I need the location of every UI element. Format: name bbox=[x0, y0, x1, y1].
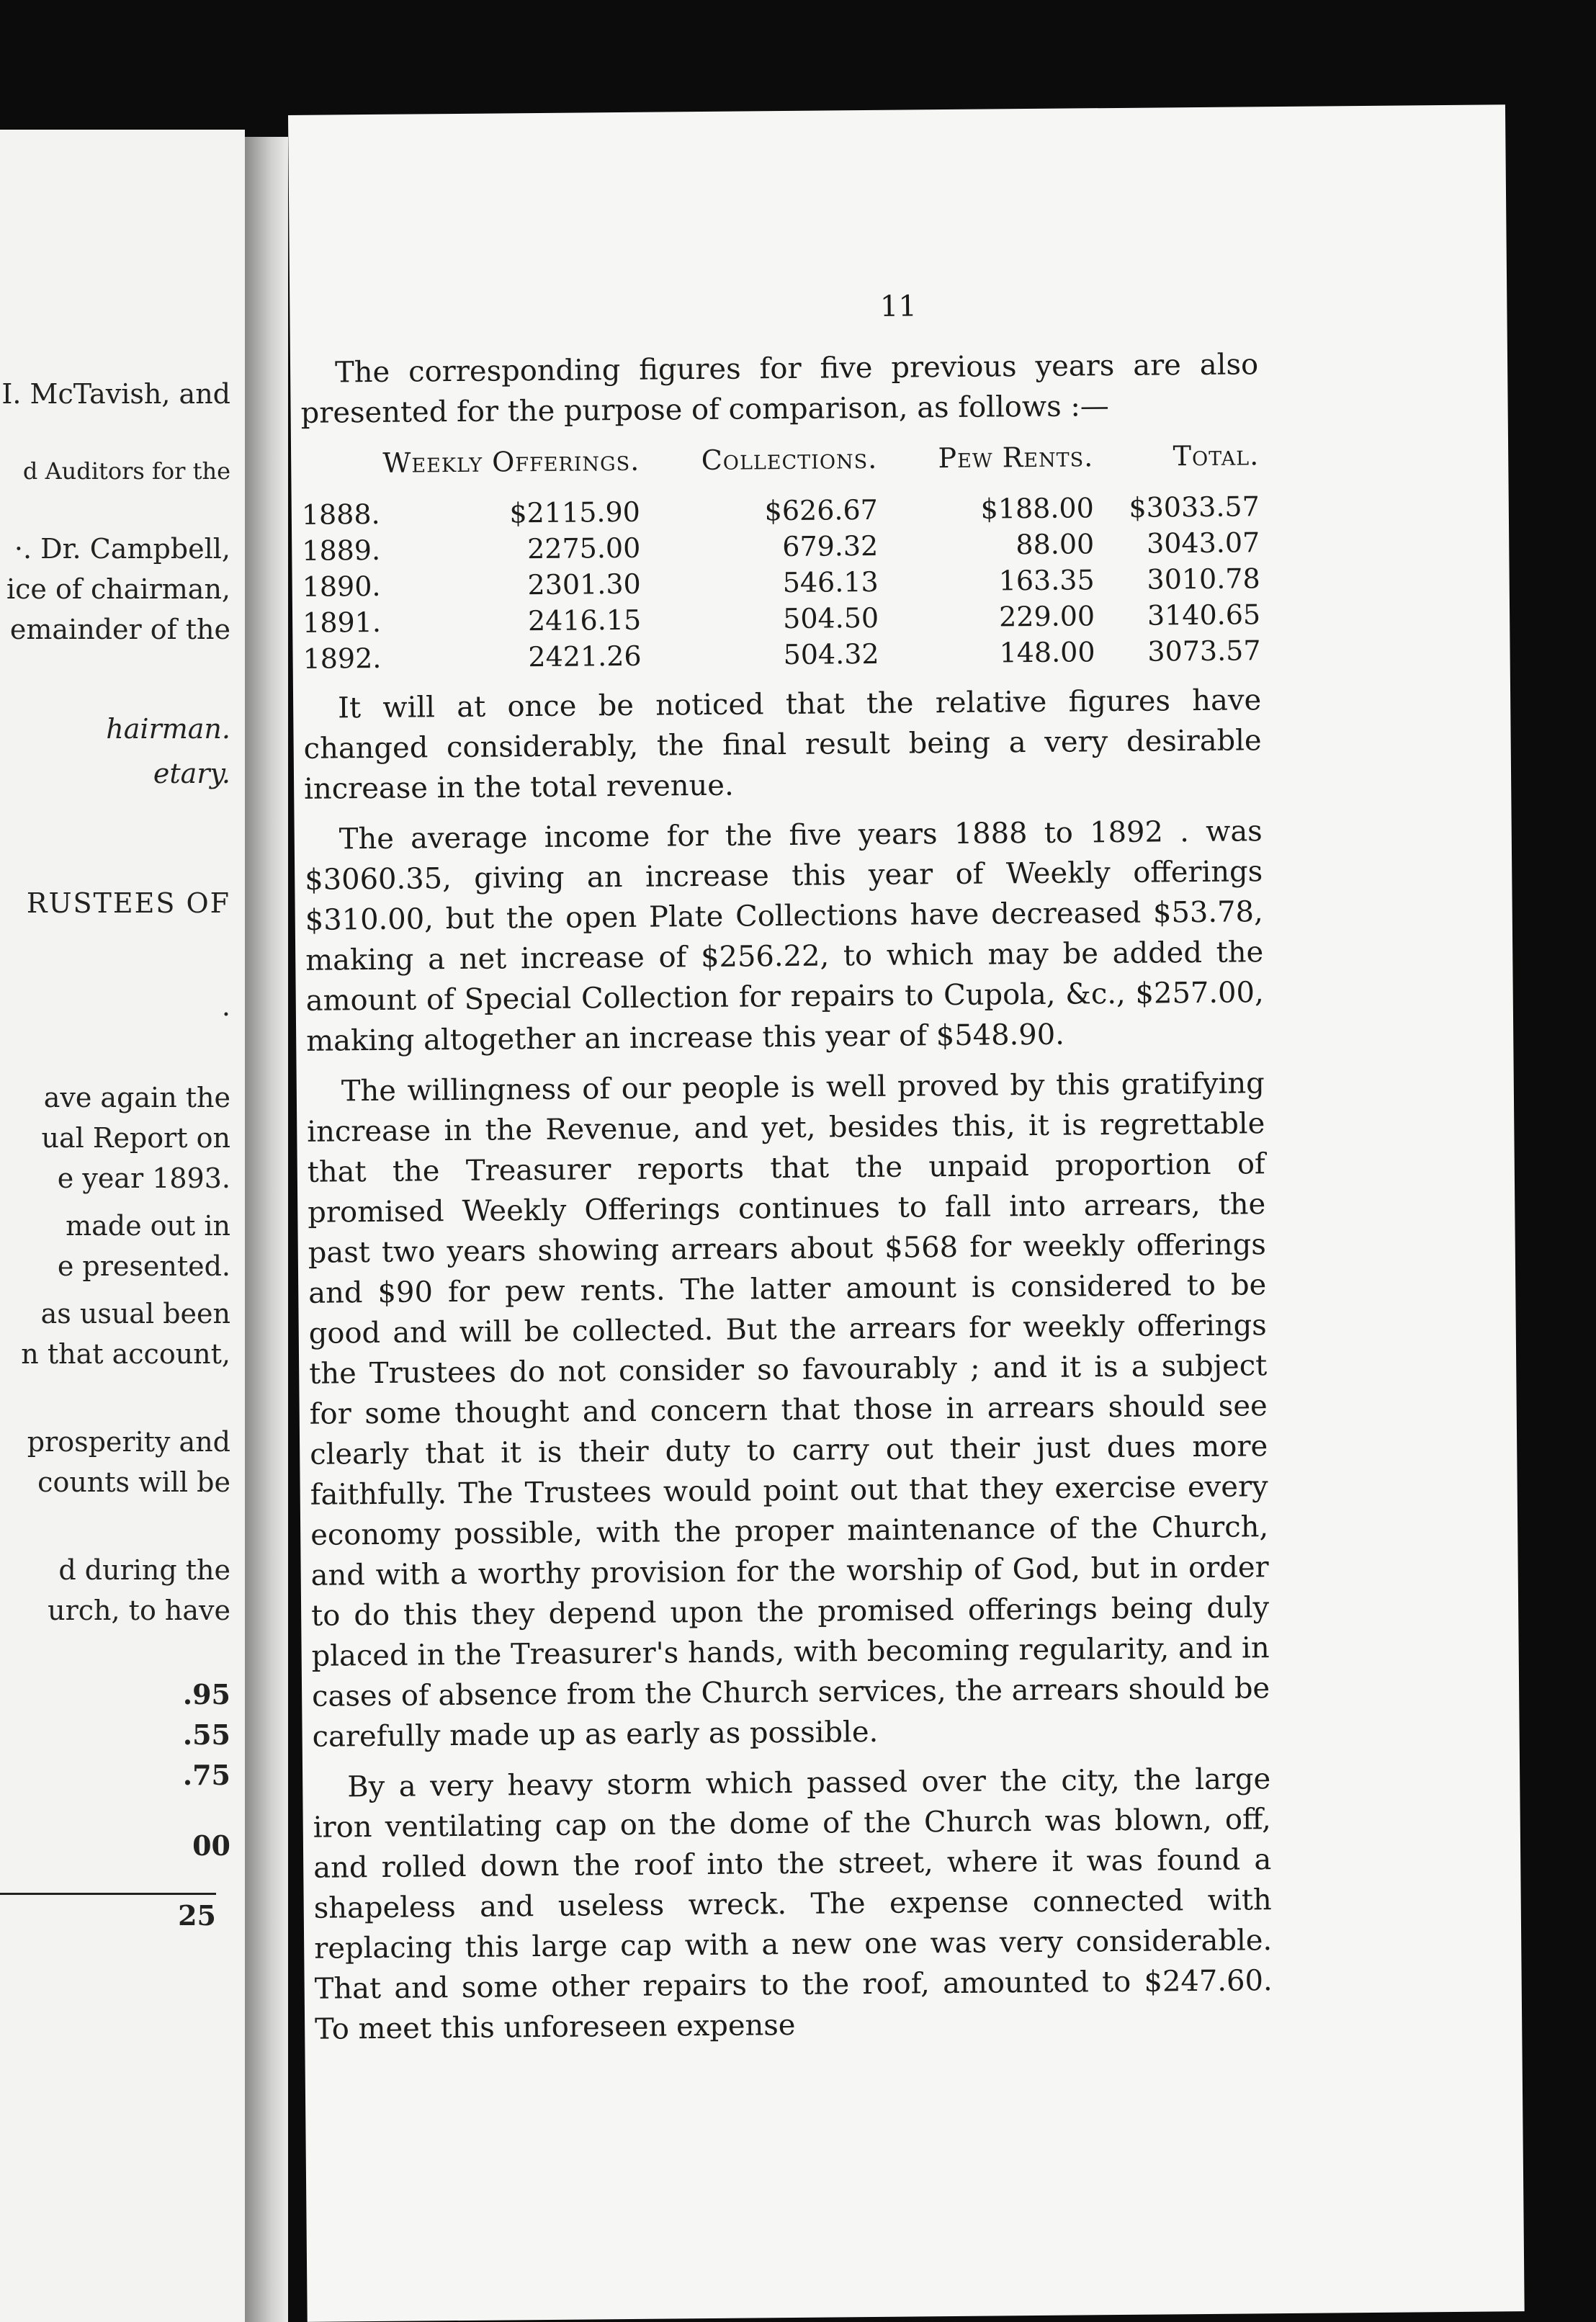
table-cell: $626.67 bbox=[764, 493, 879, 527]
left-line: ual Report on bbox=[41, 1122, 230, 1154]
left-line: ·. Dr. Campbell, bbox=[14, 533, 230, 565]
left-line: made out in bbox=[66, 1210, 230, 1242]
table-cell: 1889. bbox=[302, 534, 381, 567]
table-cell: 3140.65 bbox=[1147, 599, 1261, 632]
table-cell: 2421.26 bbox=[528, 640, 642, 673]
table-cell: 163.35 bbox=[998, 564, 1095, 597]
table-header-cell: Total. bbox=[1173, 439, 1260, 472]
left-line: . bbox=[221, 990, 230, 1022]
table-header-cell bbox=[301, 443, 381, 497]
left-line: ave again the bbox=[43, 1082, 230, 1113]
left-line: emainder of the bbox=[9, 614, 230, 645]
left-line: I. McTavish, and bbox=[1, 378, 230, 410]
intro-paragraph: The corresponding figures for five previous years are also presented for the purpose of comparison, as follows :— bbox=[300, 348, 1259, 430]
table-header-cell: Collections. bbox=[701, 442, 878, 477]
left-line: RUSTEES OF bbox=[26, 887, 230, 919]
book-spine-shadow bbox=[245, 137, 288, 2322]
table-cell: 504.32 bbox=[783, 637, 879, 671]
table-cell: 2416.15 bbox=[527, 604, 642, 637]
page-body bbox=[300, 344, 1273, 2060]
left-line: prosperity and bbox=[27, 1426, 230, 1458]
right-page bbox=[288, 104, 1525, 2322]
table-cell: 2301.30 bbox=[527, 568, 641, 601]
table-cell: 148.00 bbox=[999, 636, 1095, 669]
left-line: etary. bbox=[153, 758, 230, 789]
table-cell: 1888. bbox=[301, 498, 380, 531]
left-line: d during the bbox=[58, 1554, 230, 1586]
left-line: e year 1893. bbox=[57, 1162, 230, 1194]
table-cell: 3073.57 bbox=[1147, 635, 1261, 668]
table-header-cell: Pew Rents. bbox=[938, 441, 1094, 475]
left-line: urch, to have bbox=[48, 1595, 230, 1626]
left-line: .75 bbox=[182, 1759, 230, 1791]
table-cell: 88.00 bbox=[1016, 528, 1095, 561]
table-cell: 3043.07 bbox=[1146, 526, 1260, 560]
left-line: n that account, bbox=[21, 1338, 230, 1370]
table-cell: 504.50 bbox=[782, 601, 879, 635]
table-header-row bbox=[301, 435, 1260, 497]
left-line: as usual been bbox=[40, 1298, 230, 1330]
body-paragraph: It will at once be noticed that the relative figures have changed considerably, the final result being a very desirable increase in the total revenue. bbox=[303, 683, 1262, 806]
left-line: e presented. bbox=[57, 1250, 230, 1282]
table-cell: $188.00 bbox=[980, 492, 1094, 525]
table-cell: 679.32 bbox=[782, 529, 879, 563]
page-number: 11 bbox=[879, 290, 918, 323]
left-line: ice of chairman, bbox=[6, 573, 230, 605]
left-page-fragment bbox=[0, 130, 245, 2322]
body-paragraph: The average income for the five years 1888 to 1892 . was $3060.35, giving an increase this year of Weekly offerings $310.00, but the open Plate Collections have decreased $53.78, making a net increase of $256.22, to which may be added the amount of Special Collection for repairs to Cupola, &c., $257.00, making altogether an increase this year of $548.90. bbox=[305, 815, 1264, 1058]
body-paragraph: By a very heavy storm which passed over the city, the large iron ventilating cap on the dome of the Church was blown, off, and rolled down the roof into the street, where it was found a shapeless and useless wreck. The expense connected with replacing this large cap with a new one was very considerable. That and some other repairs to the roof, amounted to $247.60. To meet this unforeseen expense bbox=[313, 1762, 1273, 2046]
table-cell: $2115.90 bbox=[509, 496, 641, 529]
table-cell: 2275.00 bbox=[526, 532, 641, 565]
left-line: 25 bbox=[0, 1893, 216, 1932]
body-paragraph: The willingness of our people is well proved by this gratifying increase in the Revenue, and yet, besides this, it is regrettable that the Treasurer reports that the unpaid proportion of promised Weekly Offerings continues to fall into arrears, the past two years showing arrears about $568 for weekly offerings and $90 for pew rents. The latter amount is considered to be good and will be collected. But the arrears for weekly offerings the Trustees do not consider so favourably ; and it is a subject for some thought and concern that those in arrears should see clearly that it is their duty to carry out their just dues more faithfully. The Trustees would point out that they exercise every economy possible, with the proper maintenance of the Church, and with a worthy provision for the worship of God, but in order to do this they depend upon the promised offerings being duly placed in the Treasurer's hands, with becoming regularity, and in cases of absence from the Church services, the arrears should be carefully made up as early as possible. bbox=[307, 1067, 1270, 1754]
table-header-cell: Weekly Offerings. bbox=[382, 444, 640, 479]
left-line: 00 bbox=[192, 1829, 230, 1862]
table-cell: 1891. bbox=[302, 606, 382, 639]
left-line: counts will be bbox=[37, 1466, 230, 1498]
left-line: .95 bbox=[182, 1678, 230, 1711]
table-cell: 1892. bbox=[302, 642, 382, 675]
left-line: .55 bbox=[182, 1718, 230, 1751]
table-row bbox=[302, 632, 1260, 677]
table-cell: 229.00 bbox=[998, 600, 1095, 633]
table-cell: 546.13 bbox=[782, 565, 879, 599]
left-line: hairman. bbox=[106, 713, 230, 745]
table-cell: 3010.78 bbox=[1147, 562, 1260, 596]
left-line: d Auditors for the bbox=[22, 457, 230, 485]
table-cell: $3033.57 bbox=[1129, 490, 1260, 524]
comparison-table bbox=[301, 435, 1261, 677]
table-cell: 1890. bbox=[302, 570, 381, 603]
